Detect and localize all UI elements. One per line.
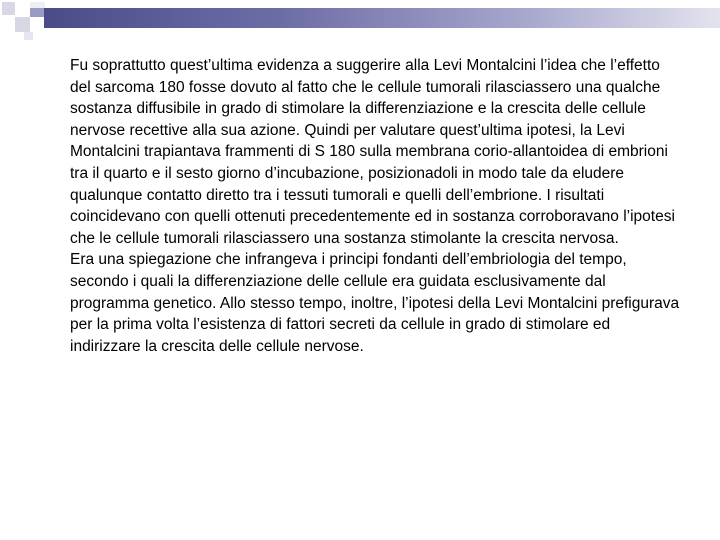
paragraph-1: Fu soprattutto quest’ultima evidenza a suggerire alla Levi Montalcini l’idea che l’effetto del sarcoma 180 fosse dovuto al fatto che le cellule tumorali rilasciassero una qualche sostanza diffusibile in grado di stimolare la differenziazione e la crescita delle cellule nervose recettive alla sua azione. Quindi per valutare quest’ultima ipotesi, la Levi Montalcini trapiantava frammenti di S 180 sulla membrana corio-allantoidea di embrioni tra il quarto e il sesto giorno d’incubazione, posizionadoli in modo tale da eludere qualunque contatto diretto tra i tessuti tumorali e quelli dell’embrione. I risultati coincidevano con quelli ottenuti precedentemente ed in sostanza corroboravano l’ipotesi che le cellule tumorali rilasciassero una sostanza stimolante la crescita nervosa. bbox=[70, 57, 675, 247]
decor-square bbox=[15, 17, 30, 32]
paragraph-2: Era una spiegazione che infrangeva i principi fondanti dell’embriologia del tempo, secondo i quali la differenziazione delle cellule era guidata esclusivamente dal programma genetico. Allo stesso tempo, inoltre, l’ipotesi della Levi Montalcini prefigurava per la prima volta l’esistenza di fattori secreti da cellule in grado di stimolare ed indirizzare la crescita delle cellule nervose. bbox=[70, 251, 680, 355]
decor-square bbox=[2, 2, 15, 15]
header-gradient-band bbox=[44, 8, 720, 28]
decor-square bbox=[2, 15, 15, 33]
slide-body-text bbox=[70, 55, 680, 357]
decor-band-accent bbox=[30, 8, 44, 17]
decor-square bbox=[15, 2, 30, 15]
decor-square bbox=[24, 32, 33, 40]
